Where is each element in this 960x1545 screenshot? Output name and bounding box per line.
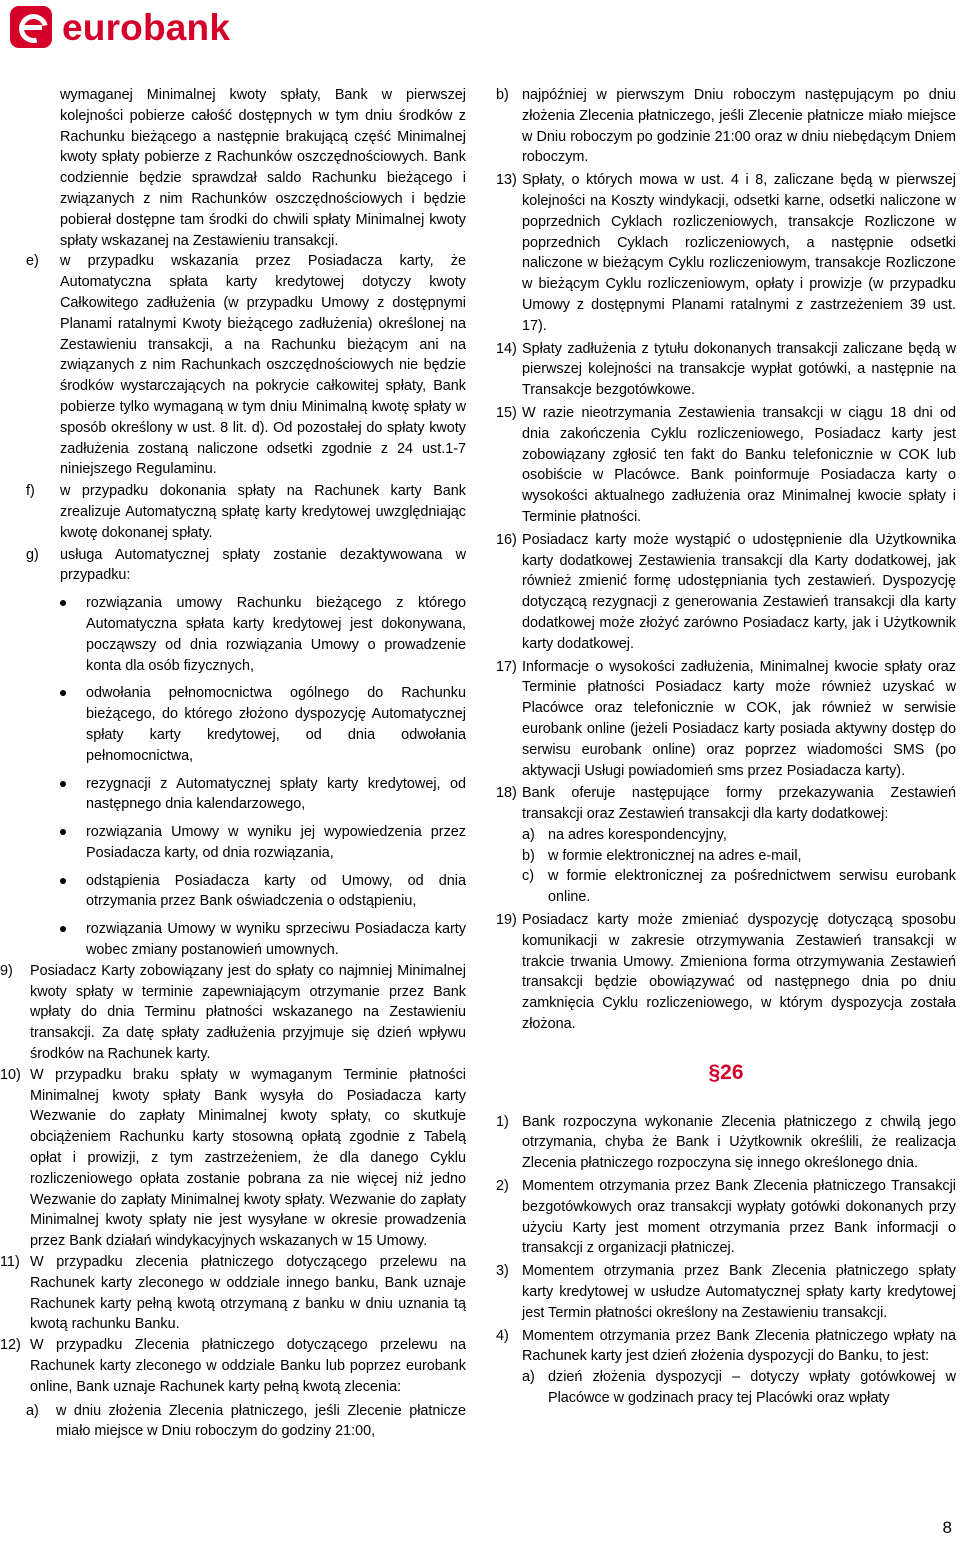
bullet-icon — [60, 781, 66, 787]
item-label: 9) — [0, 962, 13, 979]
item-label: b) — [496, 87, 509, 103]
eurobank-logo — [10, 5, 230, 49]
item-text: W przypadku braku spłaty w wymaganym Terminie płatności Minimalnej kwoty spłaty Bank wysyła do Posiadacza karty Wezwanie do zapłaty Minimalnej kwoty spłaty, co skutkuje obciążeniem Rachunku karty stosowną opłatą zgodnie z Tabelą opłat i prowizji, z tym zastrzeżeniem, że dla danego Cyklu rozliczeniowego opłata zostanie pobrana za nie więcej niż jedno Wezwanie do zapłaty Minimalnej kwoty spłaty. Wezwanie do zapłaty Minimalnej kwoty spłaty nie jest wysyłane w okresie prowadzenia przez Bank działań windykacyjnych wskazanych w 15 Umowy. — [30, 1066, 466, 1250]
item-label: 19) — [496, 912, 517, 929]
item-19 — [496, 910, 956, 1035]
item-10 — [0, 1065, 466, 1252]
item-text: w przypadku wskazania przez Posiadacza karty, że Automatyczna spłata karty kredytowej dotyczy kwoty Całkowitego zadłużenia (w przypadku Umowy z dostępnymi Planami ratalnymi Kwoty bieżącego zadłużenia) określonej na Zestawieniu transakcji, a na Rachunku bieżącym ani na związanych z nim Rachunkach oszczędnościowych nie będzie środków wystarczających na pokrycie całkowitej spłaty, Bank pobierze tylko wymaganą w tym dniu Minimalną kwotę spłaty w sposób określony w ust. 8 lit. d). Od pozostałej do spłaty kwoty zadłużenia zostaną naliczone odsetki zgodnie z 24 ust.1-7 niniejszego Regulaminu. — [60, 253, 466, 478]
item-label: 12) — [0, 1337, 21, 1354]
item-12 — [0, 1335, 466, 1397]
item-label: 11) — [0, 1254, 20, 1271]
section-number: 26 — [720, 1060, 744, 1084]
item-label: 3) — [496, 1263, 509, 1280]
section-item-1 — [496, 1112, 956, 1174]
item-text: w formie elektronicznej za pośrednictwem serwisu eurobank online. — [548, 868, 956, 906]
item-label: 13) — [496, 172, 517, 189]
bullet-icon — [60, 878, 66, 884]
item-label: b) — [522, 847, 535, 864]
item-text: W przypadku zlecenia płatniczego dotyczącego przelewu na Rachunek karty zleconego w oddziale innego banku, Bank uznaje Rachunek karty pełną kwotą otrzymaną z banku w dniu uznania tą kwotą rachunku Banku. — [30, 1254, 466, 1333]
section-item-4 — [496, 1326, 956, 1368]
item-label: f) — [26, 483, 35, 500]
bullet-icon — [60, 600, 66, 606]
list-item: rozwiązania Umowy w wyniku sprzeciwu Posiadacza karty wobec zmiany postanowień umownych. — [30, 919, 466, 961]
list-item: rozwiązania umowy Rachunku bieżącego z którego Automatyczna spłata karty kredytowej jest dokonywana, począwszy od dnia rozwiązania Umowy o prowadzenie konta dla osób fizycznych, — [30, 593, 466, 676]
brand-name: eurobank — [62, 6, 231, 48]
item-label: 10) — [0, 1066, 21, 1083]
item-text: Momentem otrzymania przez Bank Zlecenia płatniczego spłaty karty kredytowej w usłudze Automatycznej spłaty karty kredytowej jest Termin płatności określony na Zestawieniu transakcji. — [522, 1263, 956, 1321]
item-text: w formie elektronicznej na adres e-mail, — [548, 847, 802, 864]
item-12-b — [496, 85, 956, 168]
item-18-b — [496, 846, 956, 867]
item-label: 4) — [496, 1327, 509, 1344]
item-text: w dniu złożenia Zlecenia płatniczego, jeśli Zlecenie płatnicze miało miejsce w Dniu roboczym do godziny 21:00, — [56, 1402, 466, 1440]
item-18-c — [496, 866, 956, 908]
item-text: Bank oferuje następujące formy przekazywania Zestawień transakcji oraz Zestawień transakcji dla karty dodatkowej: — [522, 785, 956, 823]
bullet-icon — [60, 690, 66, 696]
item-text: Posiadacz karty może zmieniać dyspozycję dotyczącą sposobu komunikacji w zakresie otrzymywania Zestawień transakcji w trakcie trwania Umowy. Zmieniona forma otrzymywania Zestawień transakcji będzie obowiązywać od następnego dnia po dniu zamknięcia Cyklu rozliczeniowego, w którym dyspozycja została złożona. — [522, 912, 956, 1033]
section-heading — [496, 1060, 956, 1084]
item-18 — [496, 783, 956, 825]
item-label: c) — [522, 868, 534, 885]
item-label: 16) — [496, 531, 517, 548]
item-f — [26, 481, 466, 543]
item-text: najpóźniej w pierwszym Dniu roboczym następującym po dniu złożenia Zlecenia płatniczego, jeśli Zlecenie płatnicze miało miejsce w Dniu roboczym po godzinie 21:00 oraz w dniu niebędącym Dniem roboczym. — [522, 87, 956, 166]
list-item: rozwiązania Umowy w wyniku jej wypowiedzenia przez Posiadacza karty, od dnia rozwiązania, — [30, 822, 466, 864]
item-text: usługa Automatycznej spłaty zostanie dezaktywowana w przypadku: — [60, 546, 466, 584]
list-item: odstąpienia Posiadacza karty od Umowy, od dnia otrzymania przez Bank oświadczenia o odstąpieniu, — [30, 871, 466, 913]
item-label: 14) — [496, 340, 517, 357]
item-label: g) — [26, 546, 39, 563]
item-14 — [496, 339, 956, 401]
left-column — [0, 85, 466, 1442]
item-label: 1) — [496, 1113, 509, 1130]
section-item-2 — [496, 1176, 956, 1259]
item-15 — [496, 403, 956, 528]
list-item: odwołania pełnomocnictwa ogólnego do Rachunku bieżącego, do którego złożono dyspozycję Automatycznej spłaty karty kredytowej, od dnia odwołania pełnomocnictwa, — [30, 683, 466, 766]
item-label: a) — [522, 826, 535, 843]
item-text: dzień złożenia dyspozycji – dotyczy wpłaty gotówkowej w Placówce w godzinach pracy tej Placówki oraz wpłaty — [548, 1369, 956, 1407]
item-text: w przypadku dokonania spłaty na Rachunek karty Bank zrealizuje Automatyczną spłatę karty kredytowej uwzględniając kwotę dokonanej spłaty. — [60, 483, 466, 541]
bullet-icon — [60, 829, 66, 835]
item-label: e) — [26, 253, 39, 270]
item-label: 17) — [496, 658, 517, 675]
item-16 — [496, 530, 956, 655]
item-text: Spłaty, o których mowa w ust. 4 i 8, zaliczane będą w pierwszej kolejności na Koszty windykacji, odsetki karne, odsetki naliczone w poprzednich Cyklach rozliczeniowych, transakcje Rozliczone w poprzednich Cyklach rozliczeniowych, a następnie odsetki naliczone w bieżącym Cyklu rozliczeniowym, transakcje Rozliczone w bieżącym Cyklu rozliczeniowym, opłaty i prowizje (w przypadku Umowy z dostępnymi Planami ratalnymi z zastrzeżeniem 39 ust. 17). — [522, 172, 956, 334]
item-text: Informacje o wysokości zadłużenia, Minimalnej kwocie spłaty oraz Terminie płatności Posiadacz karty może również uzyskać w Placówce oraz telefonicznie w COK, jak również w serwisie eurobank online (jeżeli Posiadacz karty posiada aktywny dostęp do serwisu eurobank online) oraz poprzez wiadomości SMS (po aktywacji Usługi powiadomień sms przez Posiadacza karty). — [522, 658, 956, 779]
page-number: 8 — [942, 1518, 952, 1537]
list-item: rezygnacji z Automatycznej spłaty karty kredytowej, od następnego dnia kalendarzowego, — [30, 774, 466, 816]
item-text: Bank rozpoczyna wykonanie Zlecenia płatniczego z chwilą jego otrzymania, chyba że Bank i Użytkownik określili, że realizacja Zlecenia płatniczego rozpoczyna się innego określonego dnia. — [522, 1113, 956, 1172]
item-text: W przypadku Zlecenia płatniczego dotyczącego przelewu na Rachunek karty zleconego w oddziale Banku lub poprzez eurobank online, Bank uznaje Rachunek karty pełną kwotą zlecenia: — [30, 1337, 466, 1395]
bullet-icon — [60, 926, 66, 932]
item-text: Momentem otrzymania przez Bank Zlecenia płatniczego wpłaty na Rachunek karty jest dzień złożenia dyspozycji do Banku, to jest: — [522, 1327, 956, 1365]
section-item-3 — [496, 1261, 956, 1323]
section-sign: § — [708, 1060, 721, 1084]
item-12-a — [26, 1401, 466, 1443]
item-e — [26, 251, 466, 480]
item-label: 2) — [496, 1178, 509, 1195]
item-13 — [496, 170, 956, 336]
section-item-4-a — [496, 1367, 956, 1409]
item-9 — [0, 961, 466, 1065]
item-label: 15) — [496, 404, 517, 421]
eurobank-logo-icon — [10, 6, 52, 48]
right-column — [496, 85, 956, 1409]
item-text: Spłaty zadłużenia z tytułu dokonanych transakcji zaliczane będą w pierwszej kolejności na transakcje wypłat gotówki, a następnie na Transakcje bezgotówkowe. — [522, 340, 956, 399]
item-17 — [496, 657, 956, 782]
item-text: W razie nieotrzymania Zestawienia transakcji w ciągu 18 dni od dnia zakończenia Cyklu rozliczeniowego, Posiadacz karty jest zobowiązany zgłosić ten fakt do Banku telefonicznie w COK lub osobiście w Placówce. Bank poinformuje Posiadacza karty o wysokości aktualnego zadłużenia oraz Minimalnej kwocie spłaty i Terminie płatności. — [522, 404, 956, 525]
item-label: a) — [522, 1369, 535, 1386]
item-label: 18) — [496, 785, 517, 802]
item-11 — [0, 1252, 466, 1335]
item-g — [26, 545, 466, 587]
item-text: Posiadacz Karty zobowiązany jest do spłaty co najmniej Minimalnej kwoty spłaty w terminie zapewniającym otrzymanie przez Bank wpłaty do dnia Terminu płatności wskazanego na Zestawieniu transakcji. Za datę spłaty zadłużenia przyjmuje się dzień wpływu środków na Rachunek karty. — [30, 962, 466, 1063]
item-text: Posiadacz karty może wystąpić o udostępnienie dla Użytkownika karty dodatkowej Zestawienia transakcji dla Karty dodatkowej, jak również zmienić formę udostępniania tych zestawień. Dyspozycję dotyczącą rezygnacji z generowania Zestawień transakcji dla karty dodatkowej może złożyć zarówno Posiadacz karty, jak i Użytkownik karty dodatkowej. — [522, 531, 956, 652]
item-text: na adres korespondencyjny, — [548, 826, 727, 843]
item-18-a — [496, 825, 956, 846]
item-text: Momentem otrzymania przez Bank Zlecenia płatniczego Transakcji bezgotówkowych oraz transakcji wypłaty gotówki dokonanych przy użyciu Karty jest moment otrzymania przez Bank informacji o transakcji z organizacji płatniczej. — [522, 1178, 956, 1257]
paragraph-d-continuation: wymaganej Minimalnej kwoty spłaty, Bank w pierwszej kolejności pobierze całość dostępnych w tym dniu środków z Rachunku bieżącego a następnie brakującą część Minimalnej kwoty spłaty pobierze z Rachunków oszczędnościowych. Bank codziennie będzie sprawdzał saldo Rachunku bieżącego i związanych z nim Rachunków oszczędnościowych i będzie pobierał dostępne tam środki do chwili spłaty Minimalnej kwoty spłaty wskazanej na Zestawieniu transakcji. — [60, 87, 466, 249]
item-label: a) — [26, 1402, 39, 1419]
